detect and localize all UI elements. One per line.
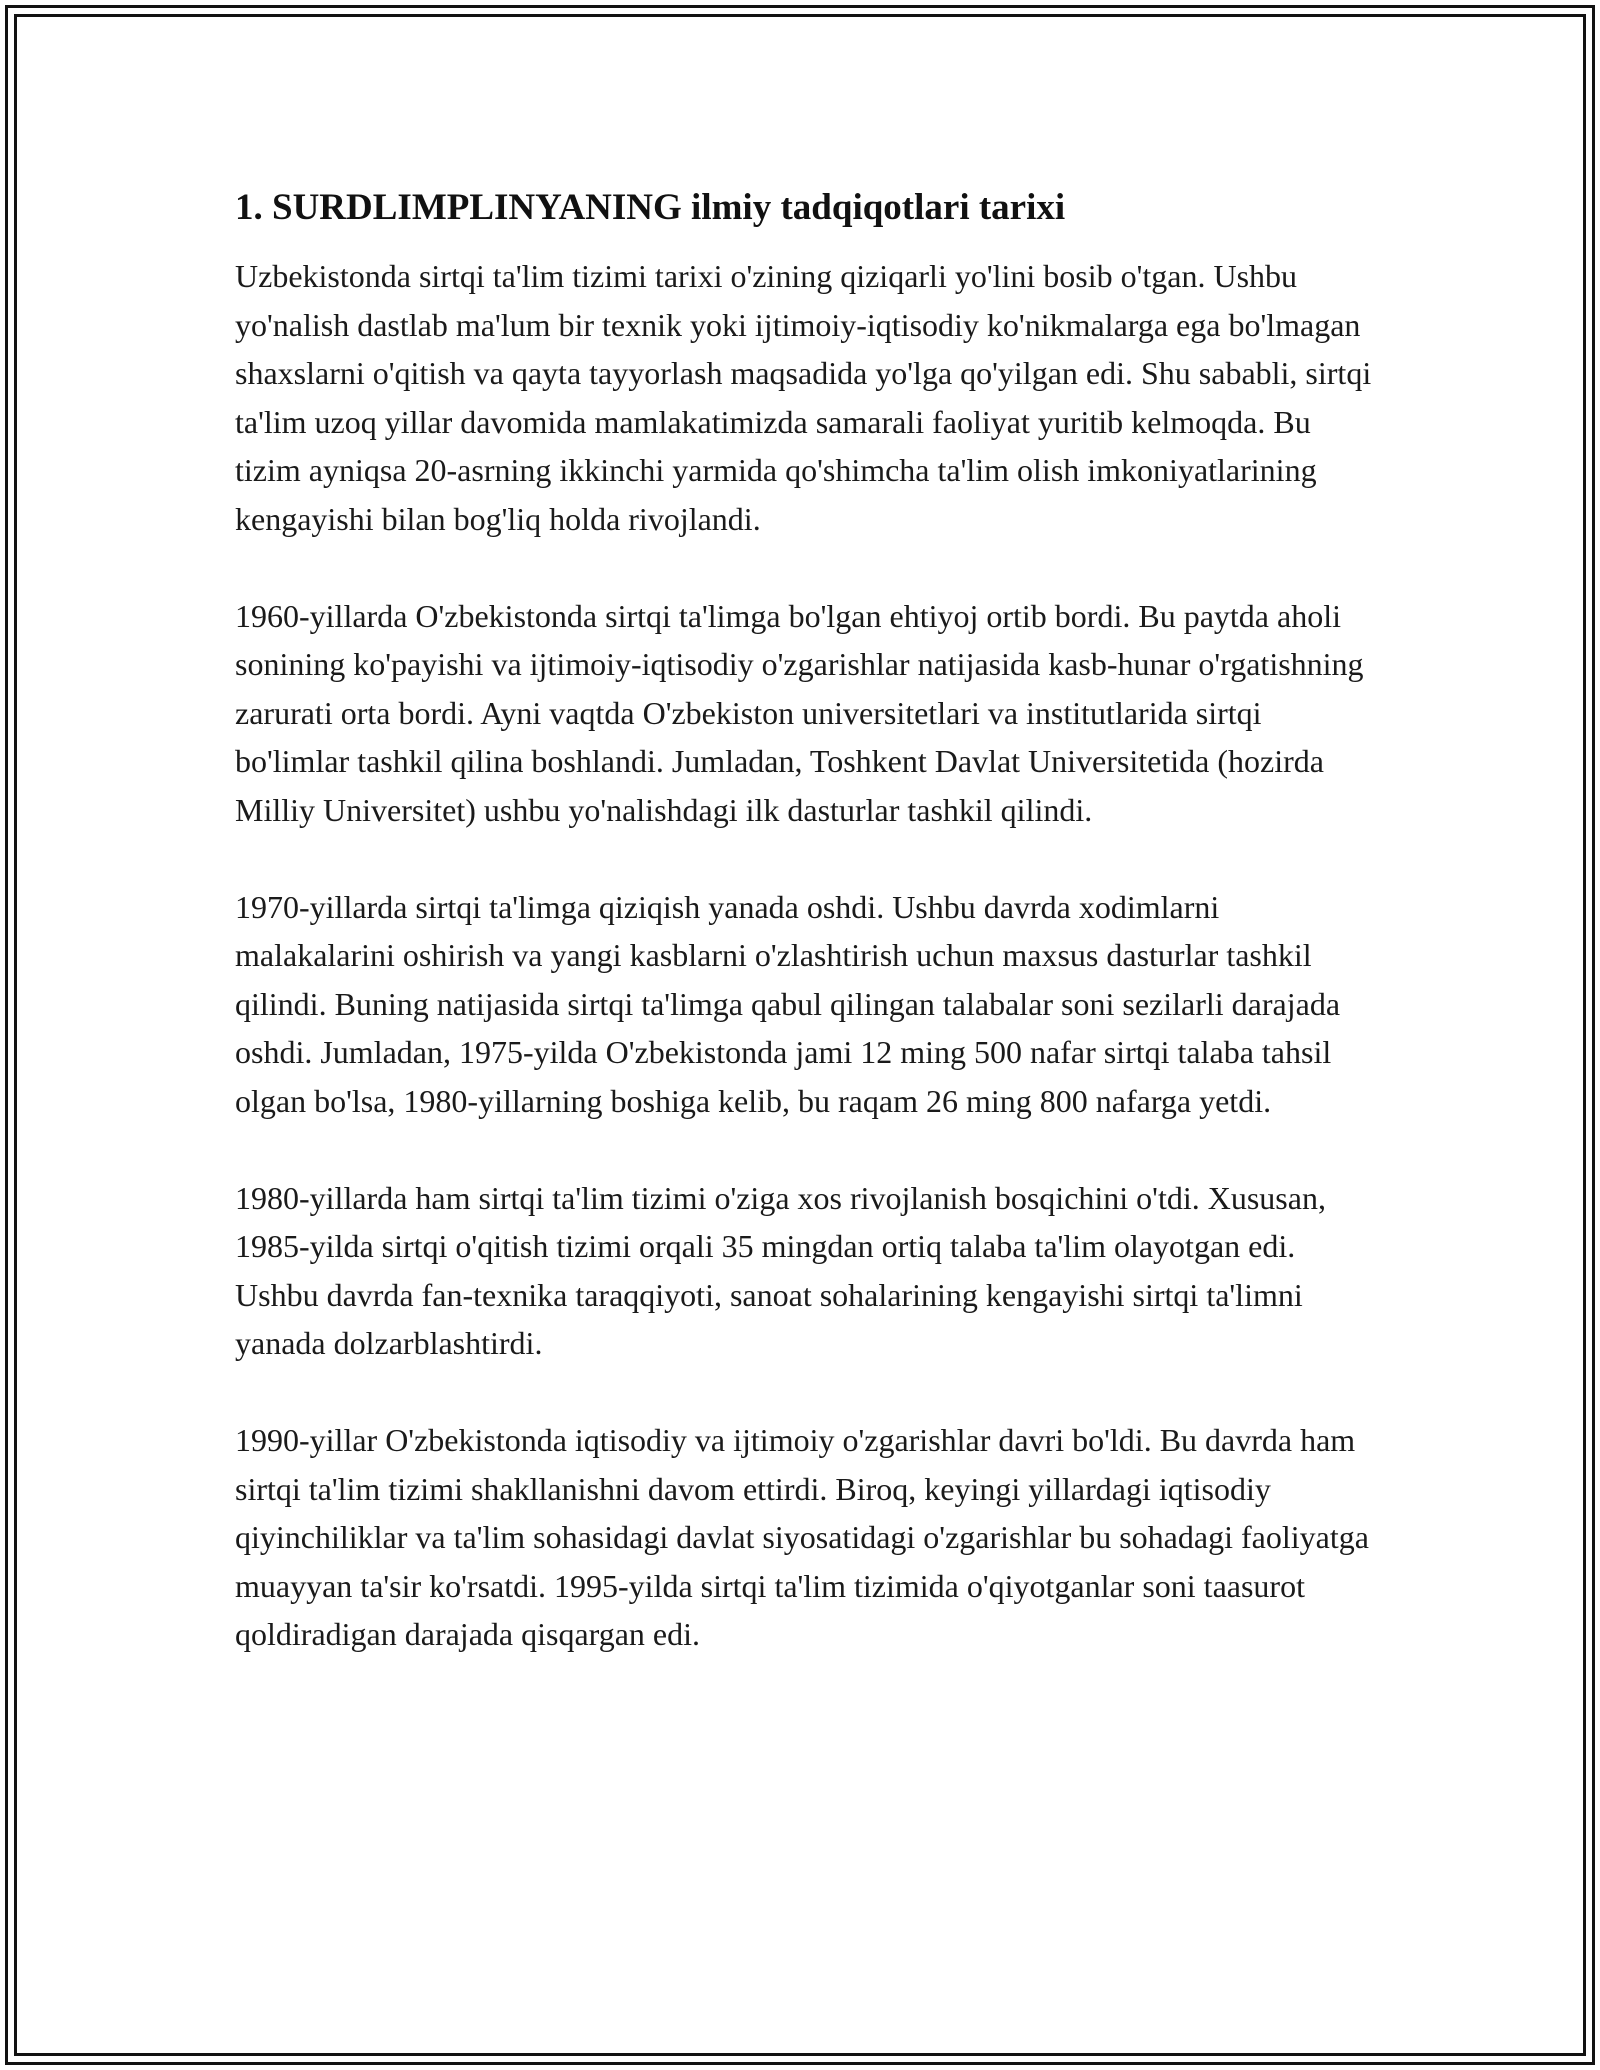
document-body (235, 184, 1375, 1707)
paragraph-1990s: 1990-yillar O'zbekistonda iqtisodiy va ijtimoiy o'zgarishlar davri bo'ldi. Bu davrda ham sirtqi ta'lim tizimi shakllanishni davom ettirdi. Biroq, keyingi yillardagi iqtisodiy qiyinchiliklar va ta'lim sohasidagi davlat siyosatidagi o'zgarishlar bu sohadagi faoliyatga muayyan ta'sir ko'rsatdi. 1995-yilda sirtqi ta'lim tizimida o'qiyotganlar soni taasurot qoldiradigan darajada qisqargan edi. (235, 1422, 1369, 1652)
paragraph-1980s: 1980-yillarda ham sirtqi ta'lim tizimi o'ziga xos rivojlanish bosqichini o'tdi. Xususan, 1985-yilda sirtqi o'qitish tizimi orqali 35 mingdan ortiq talaba ta'lim olayotgan edi. Ushbu davrda fan-texnika taraqqiyoti, sanoat sohalarining kengayishi sirtqi ta'limni yanada dolzarblashtirdi. (235, 1179, 1326, 1361)
paragraph-intro: Uzbekistonda sirtqi ta'lim tizimi tarixi o'zining qiziqarli yo'lini bosib o'tgan. Ushbu yo'nalish dastlab ma'lum bir texnik yoki ijtimoiy-iqtisodiy ko'nikmalarga ega bo'lmagan shaxslarni o'qitish va qayta tayyorlash maqsadida yo'lga qo'yilgan edi. Shu sababli, sirtqi ta'lim uzoq yillar davomida mamlakatimizda samarali faoliyat yuritib kelmoqda. Bu tizim ayniqsa 20-asrning ikkinchi yarmida qo'shimcha ta'lim olish imkoniyatlarining kengayishi bilan bog'liq holda rivojlandi. (235, 258, 1372, 537)
paragraph-1970s: 1970-yillarda sirtqi ta'limga qiziqish yanada oshdi. Ushbu davrda xodimlarni malakalarini oshirish va yangi kasblarni o'zlashtirish uchun maxsus dasturlar tashkil qilindi. Buning natijasida sirtqi ta'limga qabul qilingan talabalar soni sezilarli darajada oshdi. Jumladan, 1975-yilda O'zbekistonda jami 12 ming 500 nafar sirtqi talaba tahsil olgan bo'lsa, 1980-yillarning boshiga kelib, bu raqam 26 ming 800 nafarga yetdi. (235, 888, 1341, 1119)
paragraph-1960s: 1960-yillarda O'zbekistonda sirtqi ta'limga bo'lgan ehtiyoj ortib bordi. Bu paytda aholi sonining ko'payishi va ijtimoiy-iqtisodiy o'zgarishlar natijasida kasb-hunar o'rgatishning zarurati orta bordi. Ayni vaqtda O'zbekiston universitetlari va institutlarida sirtqi bo'limlar tashkil qilina boshlandi. Jumladan, Toshkent Davlat Universitetida (hozirda Milliy Universitet) ushbu yo'nalishdagi ilk dasturlar tashkil qilindi. (235, 597, 1364, 828)
page-title: 1. SURDLIMPLINYANING ilmiy tadqiqotlari tarixi (235, 187, 1066, 228)
